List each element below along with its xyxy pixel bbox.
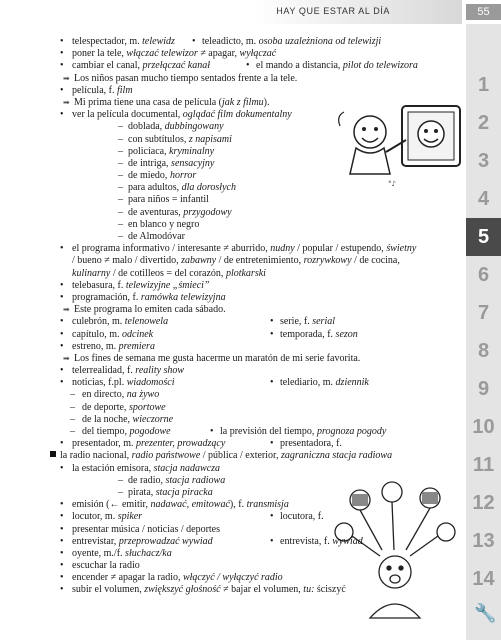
list-item: • culebrón, m. telenowela • serie, f. serial bbox=[60, 316, 460, 328]
list-item: • capítulo, m. odcinek • temporada, f. sezon bbox=[60, 329, 460, 341]
chapter-tab-9[interactable]: 9 bbox=[477, 378, 490, 400]
sub-item: – de aventuras, przygodowy bbox=[118, 206, 232, 218]
list-item: • el programa informativo / interesante ≠ aburrido, nudny / popular / estupendo, świetny bbox=[60, 243, 460, 255]
chapter-tab-6[interactable]: 6 bbox=[477, 264, 490, 286]
list-item: • locutor, m. spiker • locutora, f. bbox=[60, 511, 460, 523]
sub-item: – de miedo, horror bbox=[118, 170, 197, 182]
chapter-tab-14[interactable]: 14 bbox=[472, 568, 495, 590]
example-sentence: ➡ Mi prima tiene una casa de película (jak z filmu). bbox=[63, 96, 270, 108]
chapter-tab-2[interactable]: 2 bbox=[477, 112, 490, 134]
chapter-tab-13[interactable]: 13 bbox=[472, 530, 495, 552]
chapter-tab-8[interactable]: 8 bbox=[477, 340, 490, 362]
svg-text:°♪: °♪ bbox=[388, 180, 396, 188]
list-item: • emisión (← emitir, nadawać, emitować), f. transmisja bbox=[60, 499, 460, 511]
sub-item: – policíaca, kryminalny bbox=[118, 145, 215, 157]
list-item: • estreno, m. premiera bbox=[60, 341, 460, 353]
example-sentence: ➡ Este programa lo emiten cada sábado. bbox=[63, 304, 226, 316]
list-item: • poner la tele, włączać telewizor ≠ apagar, wyłączać bbox=[60, 48, 460, 60]
list-item: • presentar música / noticias / deportes bbox=[60, 524, 460, 536]
sub-item: – de intriga, sensacyjny bbox=[118, 157, 215, 169]
square-bullet-icon bbox=[50, 451, 56, 457]
example-sentence: ➡ Los fines de semana me gusta hacerme un maratón de mi serie favorita. bbox=[63, 352, 361, 364]
arrow-icon: ➡ bbox=[63, 353, 70, 363]
page-number: 55 bbox=[466, 4, 501, 20]
wrench-screwdriver-icon[interactable]: 🔧 bbox=[474, 603, 497, 624]
list-item-continued: kulinarny / de cotilleos = del corazón, plotkarski bbox=[72, 267, 266, 279]
chapter-tab-7[interactable]: 7 bbox=[477, 302, 490, 324]
header-bar bbox=[0, 0, 462, 24]
list-item: • la estación emisora, stacja nadawcza bbox=[60, 463, 460, 475]
arrow-icon: ➡ bbox=[63, 73, 70, 83]
sub-item: – de radio, stacja radiowa bbox=[118, 474, 226, 486]
sub-item: – con subtítulos, z napisami bbox=[118, 133, 232, 145]
list-item: • cambiar el canal, przełączać kanał • el mando a distancia, pilot do telewizora bbox=[60, 60, 460, 72]
chapter-tab-12[interactable]: 12 bbox=[472, 492, 495, 514]
list-item: • programación, f. ramówka telewizyjna bbox=[60, 292, 460, 304]
chapter-tab-11[interactable]: 11 bbox=[472, 454, 495, 476]
sub-item: – en directo, na żywo bbox=[70, 389, 160, 401]
chapter-tab-5[interactable]: 5 bbox=[466, 218, 501, 256]
list-item: • entrevistar, przeprowadzać wywiad • entrevista, f. wywiad bbox=[60, 536, 460, 548]
sub-item: – de la noche, wieczorne bbox=[70, 413, 174, 425]
list-item-continued: / bueno ≠ malo / divertido, zabawny / de entretenimiento, rozrywkowy / de cocina, bbox=[72, 255, 400, 267]
list-item: • noticias, f.pl. wiadomości • telediario, m. dziennik bbox=[60, 377, 460, 389]
list-item: • telespectador, m. telewidz • teleadicto, m. osoba uzależniona od telewizji bbox=[60, 36, 460, 48]
sub-item: – para adultos, dla dorosłych bbox=[118, 182, 236, 194]
sub-item: – para niños = infantil bbox=[118, 194, 209, 206]
chapter-tab-4[interactable]: 4 bbox=[477, 188, 490, 210]
chapter-tab-1[interactable]: 1 bbox=[477, 74, 490, 96]
list-item: • escuchar la radio bbox=[60, 560, 460, 572]
arrow-icon: ➡ bbox=[63, 305, 70, 315]
arrow-icon: ➡ bbox=[63, 97, 70, 107]
list-item: • subir el volumen, zwiększyć głośność ≠ bajar el volumen, tu: ściszyć bbox=[60, 584, 460, 596]
example-sentence: ➡ Los niños pasan mucho tiempo sentados frente a la tele. bbox=[63, 72, 298, 84]
list-item: • telerrealidad, f. reality show bbox=[60, 365, 460, 377]
list-item: • encender ≠ apagar la radio, włączyć / wyłączyć radio bbox=[60, 572, 460, 584]
list-item: • película, f. film bbox=[60, 85, 460, 97]
sub-item: – del tiempo, pogodowe • la previsión del tiempo, prognoza pogody bbox=[60, 426, 460, 438]
header-title: HAY QUE ESTAR AL DÍA bbox=[276, 6, 390, 16]
page-header bbox=[0, 0, 460, 24]
sub-item: – de Almodóvar bbox=[118, 231, 185, 242]
list-item: • oyente, m./f. słuchacz/ka bbox=[60, 548, 460, 560]
chapter-tab-10[interactable]: 10 bbox=[472, 416, 495, 438]
list-item: • presentador, m. prezenter, prowadzący • presentadora, f. bbox=[60, 438, 460, 450]
vocabulary-list bbox=[60, 36, 460, 597]
list-item: • ver la película documental, oglądać film dokumentalny bbox=[60, 109, 460, 121]
chapter-tab-3[interactable]: 3 bbox=[477, 150, 490, 172]
section-item: la radio nacional, radio państwowe / pública / exterior, zagraniczna stacja radiowa bbox=[50, 450, 460, 462]
chapter-sidebar bbox=[466, 24, 501, 640]
sub-item: – pirata, stacja piracka bbox=[118, 486, 213, 498]
sub-item: – en blanco y negro bbox=[118, 218, 200, 230]
sub-item: – de deporte, sportowe bbox=[70, 401, 166, 413]
list-item: • telebasura, f. telewizyjne „śmieci” bbox=[60, 280, 460, 292]
sub-item: – doblada, dubbingowany bbox=[118, 121, 224, 133]
